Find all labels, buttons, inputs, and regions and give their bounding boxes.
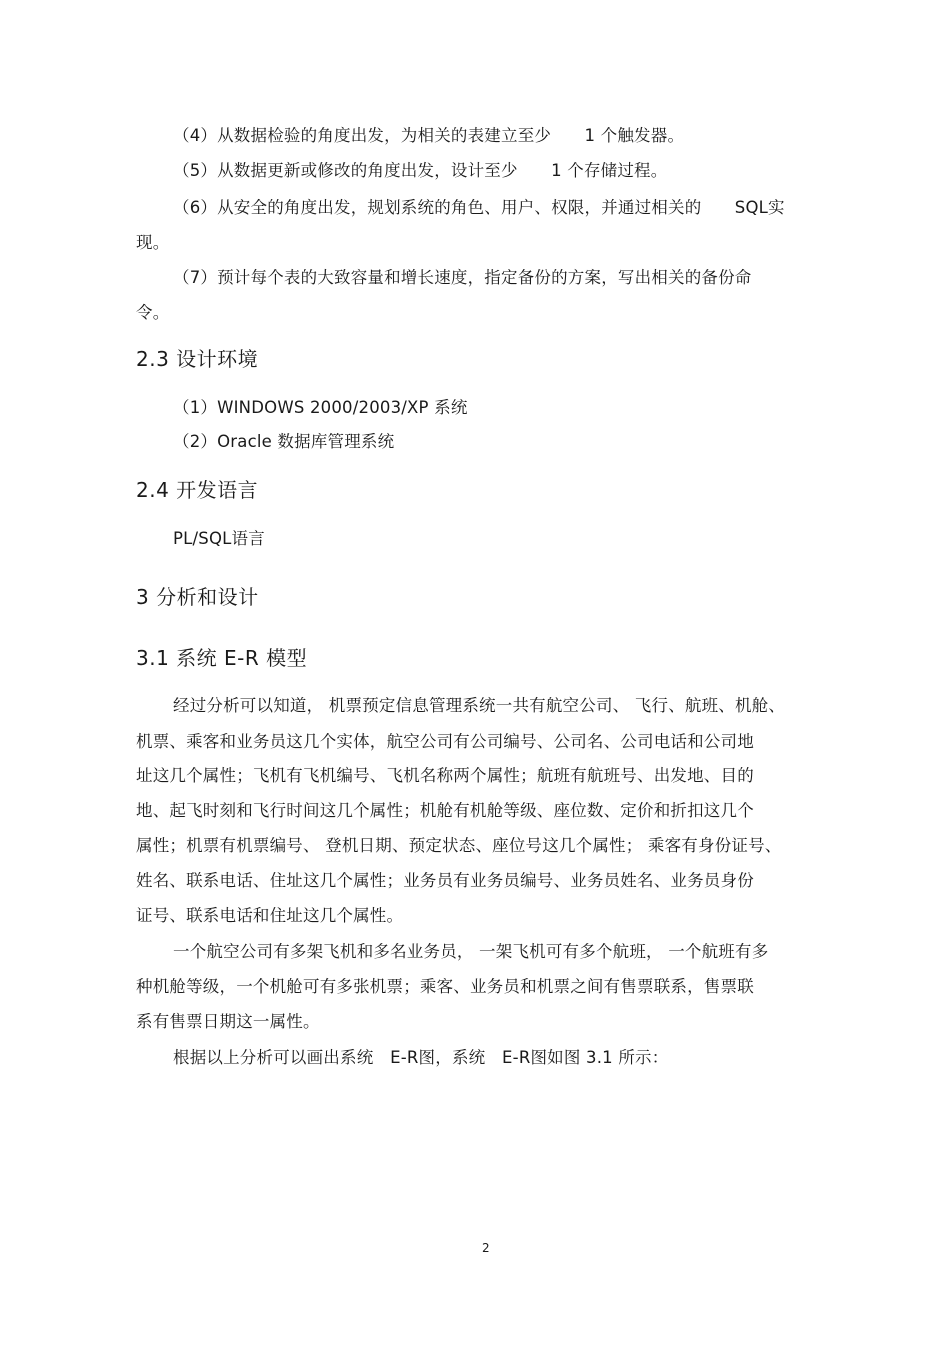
requirement-6-cont: 现。 — [136, 233, 170, 252]
er-figure-intro: 根据以上分析可以画出系统 E-R图，系统 E-R图如图 3.1 所示： — [173, 1048, 669, 1067]
relation-line-2: 种机舱等级，一个机舱可有多张机票；乘客、业务员和机票之间有售票联系，售票联 — [136, 977, 754, 996]
section-2-4-heading: 2.4 开发语言 — [136, 478, 259, 502]
env-item-1: （1）WINDOWS 2000/2003/XP 系统 — [173, 398, 468, 417]
analysis-line-5: 属性；机票有机票编号、 登机日期、预定状态、座位号这几个属性； 乘客有身份证号、 — [136, 836, 782, 855]
env-item-2: （2）Oracle 数据库管理系统 — [173, 432, 395, 451]
page-number: 2 — [482, 1241, 490, 1255]
requirement-7: （7）预计每个表的大致容量和增长速度，指定备份的方案，写出相关的备份命 — [173, 268, 752, 287]
analysis-line-6: 姓名、联系电话、住址这几个属性；业务员有业务员编号、业务员姓名、业务员身份 — [136, 871, 754, 890]
section-2-3-heading: 2.3 设计环境 — [136, 347, 259, 371]
analysis-line-3: 址这几个属性；飞机有飞机编号、飞机名称两个属性；航班有航班号、出发地、目的 — [136, 766, 754, 785]
analysis-line-1: 经过分析可以知道， 机票预定信息管理系统一共有航空公司、 飞行、航班、机舱、 — [173, 696, 786, 715]
requirement-7-cont: 令。 — [136, 303, 170, 322]
requirement-4: （4）从数据检验的角度出发，为相关的表建立至少 1 个触发器。 — [173, 126, 685, 145]
analysis-line-4: 地、起飞时刻和飞行时间这几个属性；机舱有机舱等级、座位数、定价和折扣这几个 — [136, 801, 754, 820]
analysis-line-7: 证号、联系电话和住址这几个属性。 — [136, 906, 404, 925]
relation-line-3: 系有售票日期这一属性。 — [136, 1012, 320, 1031]
relation-line-1: 一个航空公司有多架飞机和多名业务员， 一架飞机可有多个航班， 一个航班有多 — [173, 942, 769, 961]
requirement-6: （6）从安全的角度出发，规划系统的角色、用户、权限，并通过相关的 SQL实 — [173, 198, 785, 217]
analysis-line-2: 机票、乘客和业务员这几个实体，航空公司有公司编号、公司名、公司电话和公司地 — [136, 732, 754, 751]
requirement-5: （5）从数据更新或修改的角度出发，设计至少 1 个存储过程。 — [173, 161, 668, 180]
language-text: PL/SQL语言 — [173, 529, 265, 548]
section-3-heading: 3 分析和设计 — [136, 585, 259, 609]
section-3-1-heading: 3.1 系统 E-R 模型 — [136, 646, 308, 670]
